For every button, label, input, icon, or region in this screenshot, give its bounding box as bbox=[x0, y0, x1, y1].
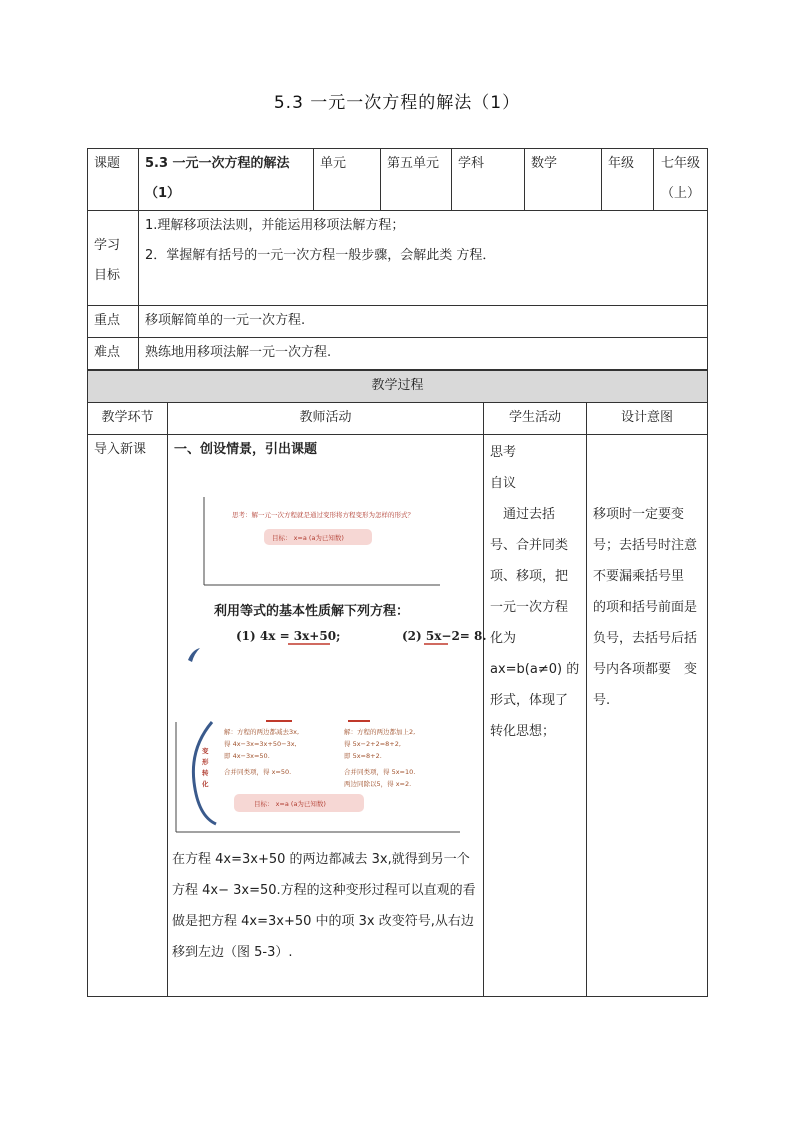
teacher-activity bbox=[168, 435, 487, 997]
figure-transform bbox=[172, 718, 479, 844]
figure-equations-svg bbox=[172, 600, 487, 718]
left-line-1: 解：方程的两边都减去3x, bbox=[224, 728, 300, 736]
goal-2: 2．掌握解有括号的一元一次方程一般步骤，会解此类 方程． bbox=[145, 248, 496, 263]
grade-value: 七年级（上） bbox=[654, 149, 708, 211]
left-line-3: 即 4x−3x=50. bbox=[224, 752, 270, 760]
right-line-5: 两边同除以5，得 x=2. bbox=[344, 780, 412, 788]
label-difficulty: 难点 bbox=[88, 338, 139, 370]
side-char-3: 转 bbox=[202, 769, 209, 777]
right-line-2: 得 5x−2+2=8+2, bbox=[344, 740, 401, 748]
fig1-question: 思考：解一元一次方程就是通过变形将方程变形为怎样的形式？ bbox=[232, 511, 414, 519]
figure-target-form bbox=[172, 465, 479, 600]
right-line-1: 解：方程的两边都加上2, bbox=[344, 728, 416, 736]
fig2-intro: 利用等式的基本性质解下列方程： bbox=[214, 604, 410, 619]
student-activity: 思考 自议 通过去括号、合并同类项、移项，把一元一次方程化为 ax=b(a≠0) 的形式，体现了转化思想； bbox=[484, 435, 587, 997]
teaching-process-table bbox=[87, 370, 708, 997]
figure-transform-svg bbox=[172, 718, 478, 844]
topic-value: 5.3 一元一次方程的解法（1） bbox=[139, 149, 314, 211]
col-stage: 教学环节 bbox=[88, 403, 168, 435]
process-band: 教学过程 bbox=[88, 371, 708, 403]
fig2-eq1: (1) 4x = 3x+50; bbox=[236, 629, 341, 643]
label-topic: 课题 bbox=[88, 149, 139, 211]
document-title: 5.3 一元一次方程的解法（1） bbox=[273, 93, 521, 113]
left-line-2: 得 4x−3x=3x+50−3x, bbox=[224, 740, 297, 748]
label-grade: 年级 bbox=[602, 149, 654, 211]
lesson-header-table bbox=[87, 148, 708, 370]
unit-value: 第五单元 bbox=[381, 149, 452, 211]
figure-target-form-svg bbox=[172, 465, 478, 600]
label-subject: 学科 bbox=[452, 149, 525, 211]
right-line-4: 合并同类项，得 5x=10. bbox=[344, 768, 416, 776]
label-key-point: 重点 bbox=[88, 306, 139, 338]
side-char-4: 化 bbox=[202, 780, 209, 788]
goal-1: 1.理解移项法法则，并能运用移项法解方程； bbox=[145, 218, 405, 233]
teacher-paragraph: 在方程 4x=3x+50 的两边都减去 3x,就得到另一个方程 4x− 3x=50.方程的这种变形过程可以直观的看做是把方程 4x=3x+50 中的项 3x 改变符号,从右边移到左边（图 5-3）. bbox=[172, 852, 476, 960]
design-intent: 移项时一定要变号；去括号时注意不要漏乘括号里 的项和括号前面是负号，去括号后括号内各项都要 变号. bbox=[587, 435, 708, 997]
label-unit: 单元 bbox=[314, 149, 381, 211]
key-point-text: 移项解简单的一元一次方程. bbox=[139, 306, 708, 338]
goals-cell bbox=[139, 211, 708, 306]
fig3-goal: 目标： x=a (a为已知数) bbox=[254, 800, 326, 808]
col-teacher: 教师活动 bbox=[168, 403, 484, 435]
label-goals: 学习目标 bbox=[88, 211, 139, 306]
difficulty-text: 熟练地用移项法解一元一次方程. bbox=[139, 338, 708, 370]
subject-value: 数学 bbox=[525, 149, 602, 211]
col-student: 学生活动 bbox=[484, 403, 587, 435]
fig2-eq2: (2) 5x−2= 8. bbox=[402, 629, 487, 643]
side-char-1: 变 bbox=[202, 747, 209, 755]
left-line-4: 合并同类项，得 x=50. bbox=[224, 768, 292, 776]
right-line-3: 即 5x=8+2. bbox=[344, 752, 382, 760]
figure-equations bbox=[172, 600, 487, 718]
stage-name: 导入新课 bbox=[88, 435, 168, 997]
col-design: 设计意图 bbox=[587, 403, 708, 435]
curved-arrow-icon bbox=[188, 648, 200, 662]
side-char-2: 形 bbox=[202, 758, 209, 766]
teacher-heading: 一、创设情景，引出课题 bbox=[174, 442, 318, 457]
fig1-goal: 目标： x=a (a为已知数) bbox=[272, 534, 344, 542]
